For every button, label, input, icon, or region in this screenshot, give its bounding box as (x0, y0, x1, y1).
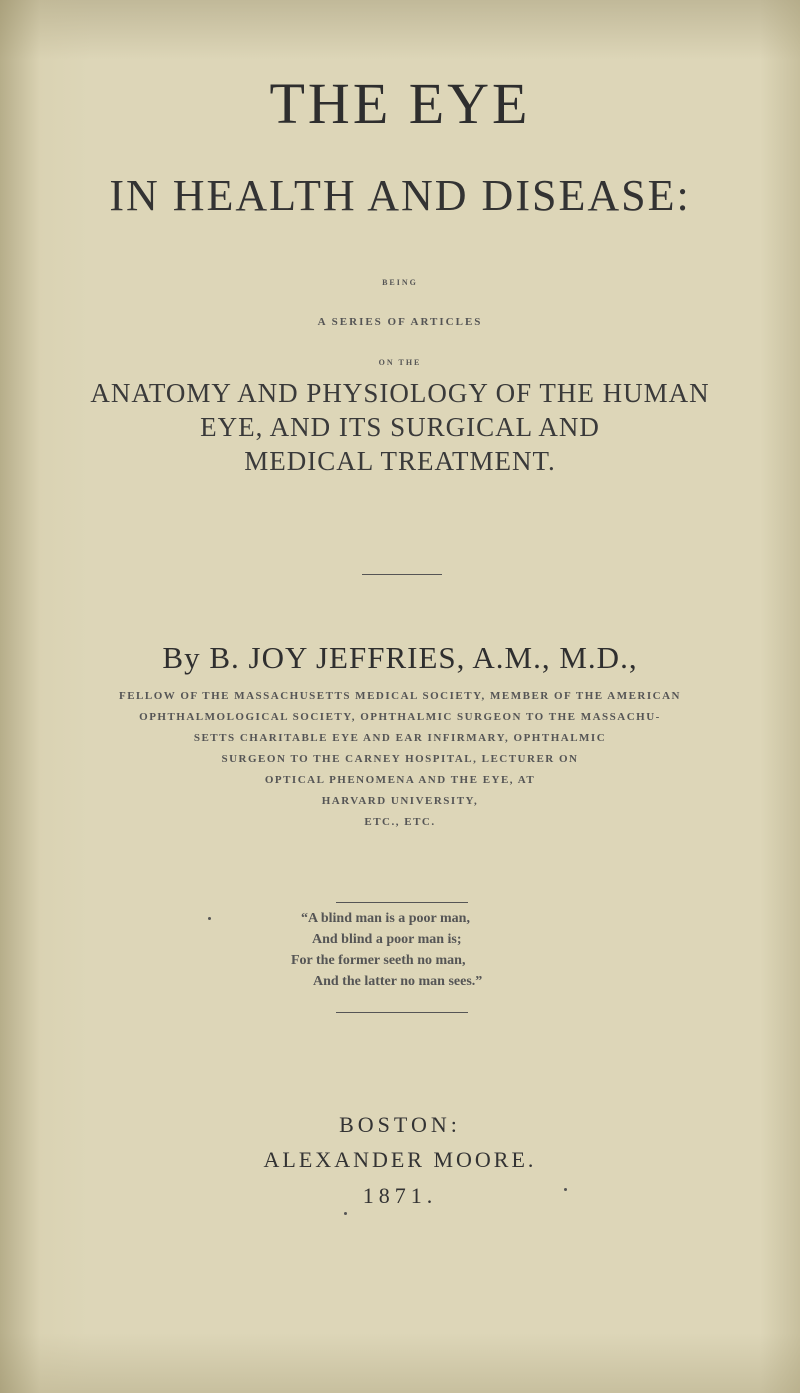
credential-line: OPTICAL PHENOMENA AND THE EYE, AT (264, 774, 536, 786)
title-line-1: THE EYE (269, 71, 531, 136)
epigraph-line: “A blind man is a poor man, (301, 911, 470, 926)
being-label: BEING (382, 278, 418, 287)
credential-line: SURGEON TO THE CARNEY HOSPITAL, LECTURER ON (221, 753, 579, 765)
title-line-2: IN HEALTH AND DISEASE: (109, 171, 691, 220)
imprint-year: 1871. (362, 1183, 438, 1208)
subject-line-2: EYE, AND ITS SURGICAL AND (200, 412, 600, 442)
imprint-publisher: ALEXANDER MOORE. (263, 1147, 537, 1172)
epigraph-line: And the latter no man sees.” (313, 974, 483, 989)
credential-line: ETC., ETC. (364, 816, 436, 828)
subject-line-3: MEDICAL TREATMENT. (244, 446, 556, 476)
ink-speck (564, 1188, 567, 1191)
ink-speck (208, 917, 211, 920)
divider-rule (336, 902, 468, 903)
divider-rule (336, 1012, 468, 1013)
divider-rule (362, 574, 442, 575)
imprint-place: BOSTON: (339, 1112, 461, 1137)
ink-speck (344, 1212, 347, 1215)
series-label: A SERIES OF ARTICLES (317, 316, 483, 328)
author-line: By B. JOY JEFFRIES, A.M., M.D., (162, 640, 638, 675)
epigraph-line: For the former seeth no man, (291, 953, 466, 968)
credential-line: FELLOW OF THE MASSACHUSETTS MEDICAL SOCIETY, MEMBER OF THE AMERICAN (119, 690, 681, 702)
on-the-label: ON THE (378, 358, 422, 367)
subject-line-1: ANATOMY AND PHYSIOLOGY OF THE HUMAN (90, 378, 710, 408)
credential-line: OPHTHALMOLOGICAL SOCIETY, OPHTHALMIC SURGEON TO THE MASSACHU- (139, 711, 661, 723)
credential-line: HARVARD UNIVERSITY, (321, 795, 479, 807)
epigraph-line: And blind a poor man is; (312, 932, 462, 947)
credential-line: SETTS CHARITABLE EYE AND EAR INFIRMARY, OPHTHALMIC (193, 732, 607, 744)
epigraph (285, 908, 565, 992)
